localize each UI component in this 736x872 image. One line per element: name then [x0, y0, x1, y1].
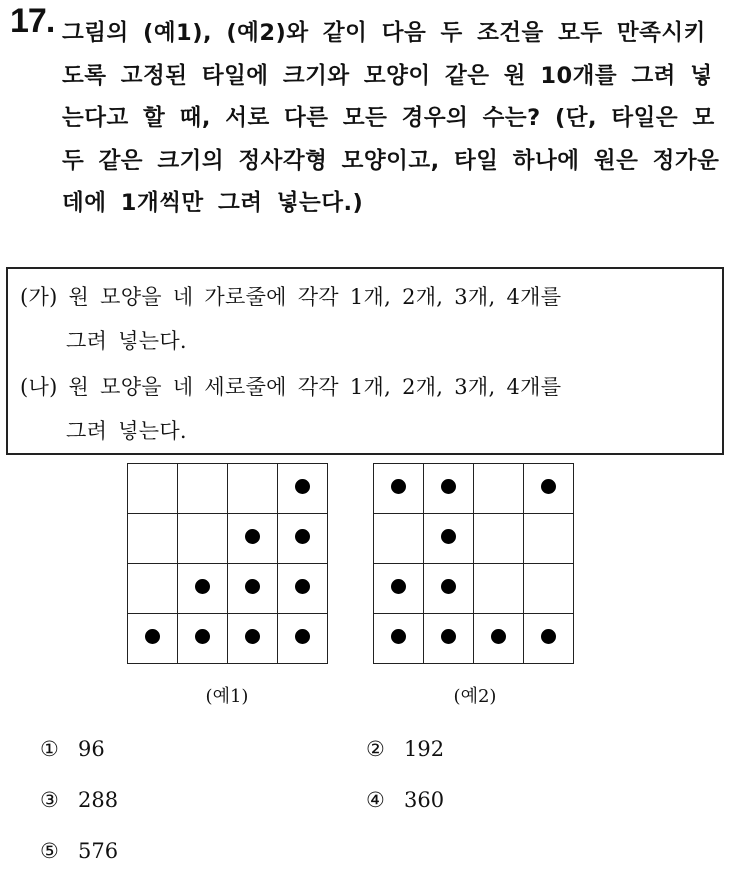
choice-4[interactable] [366, 788, 444, 812]
tile [524, 464, 574, 514]
choice-2-marker: ② [366, 737, 385, 761]
tile [424, 514, 474, 564]
tile [128, 514, 178, 564]
circle-mark [295, 479, 310, 494]
tile [524, 514, 574, 564]
tile [178, 564, 228, 614]
tile [128, 464, 178, 514]
circle-mark [295, 579, 310, 594]
tile [228, 514, 278, 564]
grid-row [128, 614, 328, 664]
circle-mark [245, 579, 260, 594]
circle-mark [391, 629, 406, 644]
tile [474, 464, 524, 514]
circle-mark [145, 629, 160, 644]
tile [524, 564, 574, 614]
tile [228, 564, 278, 614]
conditions-box [6, 267, 724, 455]
choice-4-marker: ④ [366, 788, 385, 812]
circle-mark [391, 579, 406, 594]
choice-5[interactable] [40, 839, 118, 863]
circle-mark [195, 629, 210, 644]
condition-ga-line2: 그려 넣는다. [66, 329, 187, 353]
question-number: 17. [10, 2, 55, 40]
choice-1[interactable] [40, 737, 105, 761]
choice-2[interactable] [366, 737, 444, 761]
circle-mark [245, 629, 260, 644]
circle-mark [541, 479, 556, 494]
tile [128, 614, 178, 664]
choice-2-value: 192 [404, 737, 445, 761]
tile [178, 514, 228, 564]
example-1-caption: (예1) [205, 686, 249, 707]
grid-row [128, 564, 328, 614]
choice-3-value: 288 [78, 788, 119, 812]
tile [424, 464, 474, 514]
choice-1-marker: ① [40, 737, 59, 761]
circle-mark [245, 529, 260, 544]
condition-na-line2: 그려 넣는다. [66, 419, 187, 443]
example-1-grid [127, 463, 328, 664]
choice-1-value: 96 [78, 737, 105, 761]
tile [278, 464, 328, 514]
tile [374, 464, 424, 514]
tile [128, 564, 178, 614]
tile [278, 564, 328, 614]
condition-ga-line1: (가) 원 모양을 네 가로줄에 각각 1개, 2개, 3개, 4개를 [20, 285, 562, 309]
circle-mark [441, 629, 456, 644]
tile [278, 614, 328, 664]
tile [228, 464, 278, 514]
circle-mark [441, 529, 456, 544]
choice-3[interactable] [40, 788, 118, 812]
circle-mark [295, 629, 310, 644]
tile [278, 514, 328, 564]
tile [178, 614, 228, 664]
choice-3-marker: ③ [40, 788, 59, 812]
tile [374, 564, 424, 614]
circle-mark [441, 479, 456, 494]
grid-row [128, 514, 328, 564]
circle-mark [195, 579, 210, 594]
tile [424, 564, 474, 614]
tile [474, 614, 524, 664]
condition-na-line1: (나) 원 모양을 네 세로줄에 각각 1개, 2개, 3개, 4개를 [20, 375, 562, 399]
circle-mark [441, 579, 456, 594]
tile [374, 514, 424, 564]
example-2-caption: (예2) [453, 686, 497, 707]
grid-row [374, 564, 574, 614]
choice-4-value: 360 [404, 788, 445, 812]
tile [374, 614, 424, 664]
tile [178, 464, 228, 514]
choice-5-marker: ⑤ [40, 839, 59, 863]
question-text: 그림의 (예1), (예2)와 같이 다음 두 조건을 모두 만족시키도록 고정된 타일에 크기와 모양이 같은 원 10개를 그려 넣는다고 할 때, 서로 다른 모든 경우의 수는? (단, 타일은 모두 같은 크기의 정사각형 모양이고, 타일 하나에 원은 정가운데에 1개씩만 그려 넣는다.) [62, 20, 720, 216]
grid-row [128, 464, 328, 514]
circle-mark [541, 629, 556, 644]
grid-row [374, 514, 574, 564]
tile [228, 614, 278, 664]
tile [474, 514, 524, 564]
circle-mark [391, 479, 406, 494]
tile [474, 564, 524, 614]
tile [424, 614, 474, 664]
grid-row [374, 614, 574, 664]
tile [524, 614, 574, 664]
example-2-grid [373, 463, 574, 664]
circle-mark [491, 629, 506, 644]
circle-mark [295, 529, 310, 544]
grid-row [374, 464, 574, 514]
choice-5-value: 576 [78, 839, 119, 863]
